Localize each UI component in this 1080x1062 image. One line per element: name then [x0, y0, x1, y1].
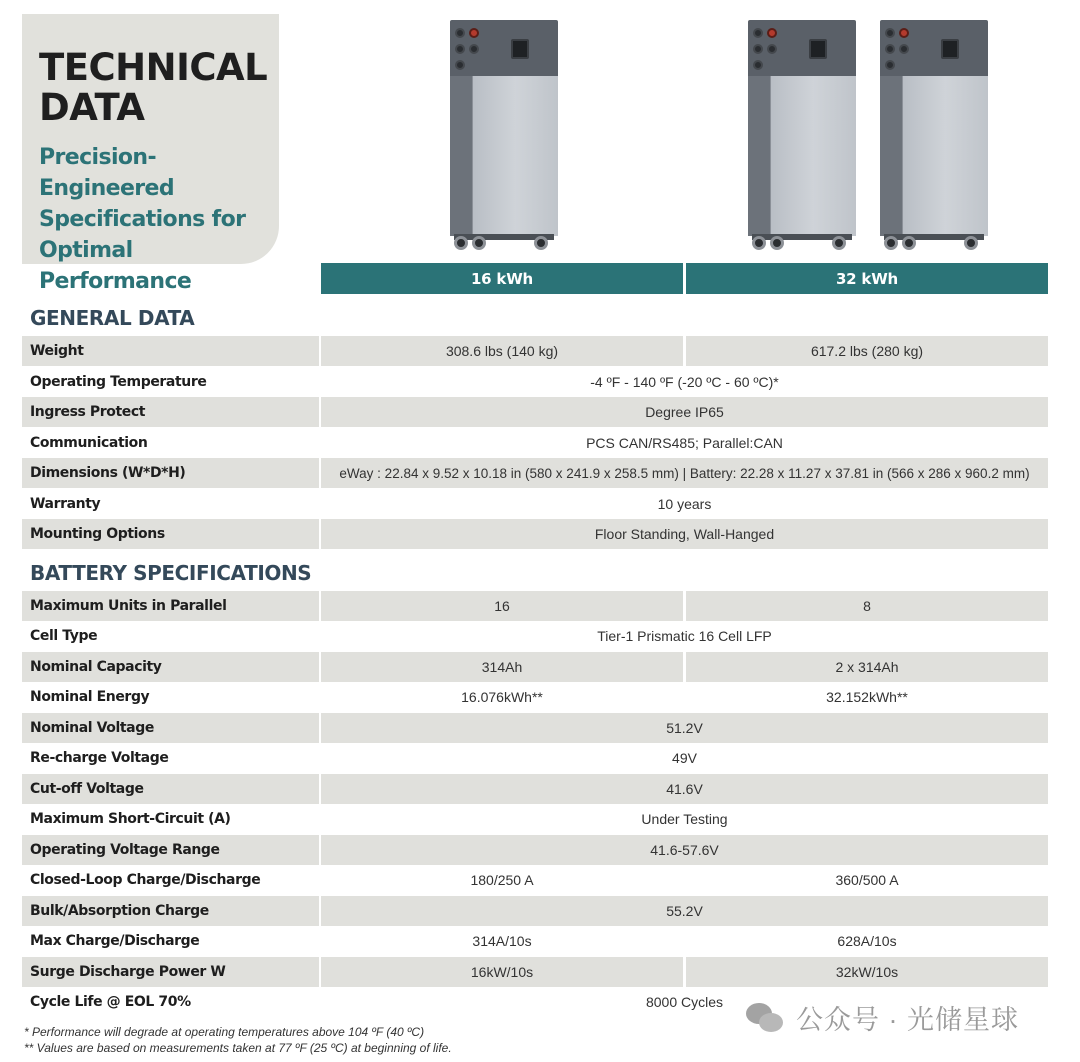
row-label: Closed-Loop Charge/Discharge — [30, 872, 261, 888]
row-value: Degree IP65 — [321, 397, 1048, 427]
row-value-32kwh: 32.152kWh** — [826, 689, 908, 705]
row-label: Dimensions (W*D*H) — [22, 458, 319, 488]
row-value-16kwh: 308.6 lbs (140 kg) — [321, 336, 683, 366]
table-row — [22, 926, 1048, 956]
row-label: Nominal Capacity — [22, 652, 319, 682]
row-value-32kwh: 32kW/10s — [686, 957, 1048, 987]
row-label: Surge Discharge Power W — [22, 957, 319, 987]
row-value: 10 years — [657, 496, 712, 512]
row-value-32kwh: 8 — [686, 591, 1048, 621]
row-label: Warranty — [30, 496, 101, 512]
table-row — [22, 865, 1048, 895]
row-value-32kwh: 2 x 314Ah — [686, 652, 1048, 682]
table-row — [22, 804, 1048, 834]
table-row — [22, 458, 1048, 488]
row-label: Mounting Options — [22, 519, 319, 549]
table-row — [22, 489, 1048, 519]
row-label: Maximum Short-Circuit (A) — [30, 811, 231, 827]
row-label: Weight — [22, 336, 319, 366]
battery-cabinet-image — [450, 20, 558, 250]
row-label: Cut-off Voltage — [22, 774, 319, 804]
page-title: TECHNICAL DATA — [39, 46, 268, 129]
table-row — [22, 743, 1048, 773]
row-value: eWay : 22.84 x 9.52 x 10.18 in (580 x 241.9 x 258.5 mm) | Battery: 22.28 x 11.27 x 37.81 in (566 x 286 x 960.2 mm) — [321, 458, 1048, 488]
row-value-16kwh: 16kW/10s — [321, 957, 683, 987]
battery-cabinet-image-left — [748, 20, 856, 250]
row-value: 8000 Cycles — [645, 994, 724, 1010]
row-value: 49V — [672, 750, 697, 766]
row-value: 41.6V — [321, 774, 1048, 804]
row-label: Communication — [30, 435, 148, 451]
column-header-32kwh: 32 kWh — [686, 263, 1048, 294]
row-value: 41.6-57.6V — [321, 835, 1048, 865]
row-label: Cycle Life @ EOL 70% — [30, 994, 191, 1010]
row-value-16kwh: 180/250 A — [470, 872, 534, 888]
wechat-icon — [746, 1001, 786, 1035]
row-value-16kwh: 314Ah — [321, 652, 683, 682]
table-row — [22, 774, 1048, 804]
section-title-battery: BATTERY SPECIFICATIONS — [30, 561, 312, 585]
row-label: Cell Type — [30, 628, 98, 644]
row-label: Operating Voltage Range — [22, 835, 319, 865]
row-value-16kwh: 16.076kWh** — [461, 689, 543, 705]
table-row — [22, 652, 1048, 682]
table-row — [22, 336, 1048, 366]
row-label: Operating Temperature — [30, 374, 207, 390]
row-label: Ingress Protect — [22, 397, 319, 427]
row-value: 51.2V — [321, 713, 1048, 743]
row-value-16kwh: 314A/10s — [472, 933, 532, 949]
row-value-16kwh: 16 — [321, 591, 683, 621]
footnote: * Performance will degrade at operating temperatures above 104 ºF (40 ºC) — [24, 1025, 425, 1039]
row-label: Bulk/Absorption Charge — [22, 896, 319, 926]
table-row — [22, 367, 1048, 397]
watermark — [746, 998, 1019, 1037]
table-row — [22, 519, 1048, 549]
row-label: Maximum Units in Parallel — [22, 591, 319, 621]
page-subtitle: Precision-Engineered Specifications for Optimal Performance — [39, 145, 246, 294]
row-label: Re-charge Voltage — [30, 750, 169, 766]
row-value-32kwh: 360/500 A — [835, 872, 899, 888]
row-label: Nominal Energy — [30, 689, 150, 705]
table-row — [22, 428, 1048, 458]
table-row — [22, 713, 1048, 743]
row-label: Max Charge/Discharge — [30, 933, 200, 949]
table-row — [22, 621, 1048, 651]
table-row — [22, 591, 1048, 621]
battery-cabinet-image-right — [880, 20, 988, 250]
row-value-32kwh: 617.2 lbs (280 kg) — [686, 336, 1048, 366]
row-value: Tier-1 Prismatic 16 Cell LFP — [597, 628, 772, 644]
watermark-text: 公众号 · 光储星球 — [796, 1005, 1019, 1035]
table-row — [22, 397, 1048, 427]
row-value-32kwh: 628A/10s — [837, 933, 897, 949]
footnote: ** Values are based on measurements taken at 77 ºF (25 ºC) at beginning of life. — [24, 1041, 452, 1055]
row-value: 55.2V — [321, 896, 1048, 926]
table-row — [22, 835, 1048, 865]
section-title-general: GENERAL DATA — [30, 306, 195, 330]
table-row — [22, 957, 1048, 987]
row-value: -4 ºF - 140 ºF (-20 ºC - 60 ºC)* — [590, 374, 779, 390]
title-panel — [22, 14, 279, 294]
row-value: Under Testing — [641, 811, 728, 827]
row-label: Nominal Voltage — [22, 713, 319, 743]
row-value: PCS CAN/RS485; Parallel:CAN — [586, 435, 783, 451]
column-header-16kwh: 16 kWh — [321, 263, 683, 294]
table-row — [22, 682, 1048, 712]
table-row — [22, 896, 1048, 926]
row-value: Floor Standing, Wall-Hanged — [321, 519, 1048, 549]
